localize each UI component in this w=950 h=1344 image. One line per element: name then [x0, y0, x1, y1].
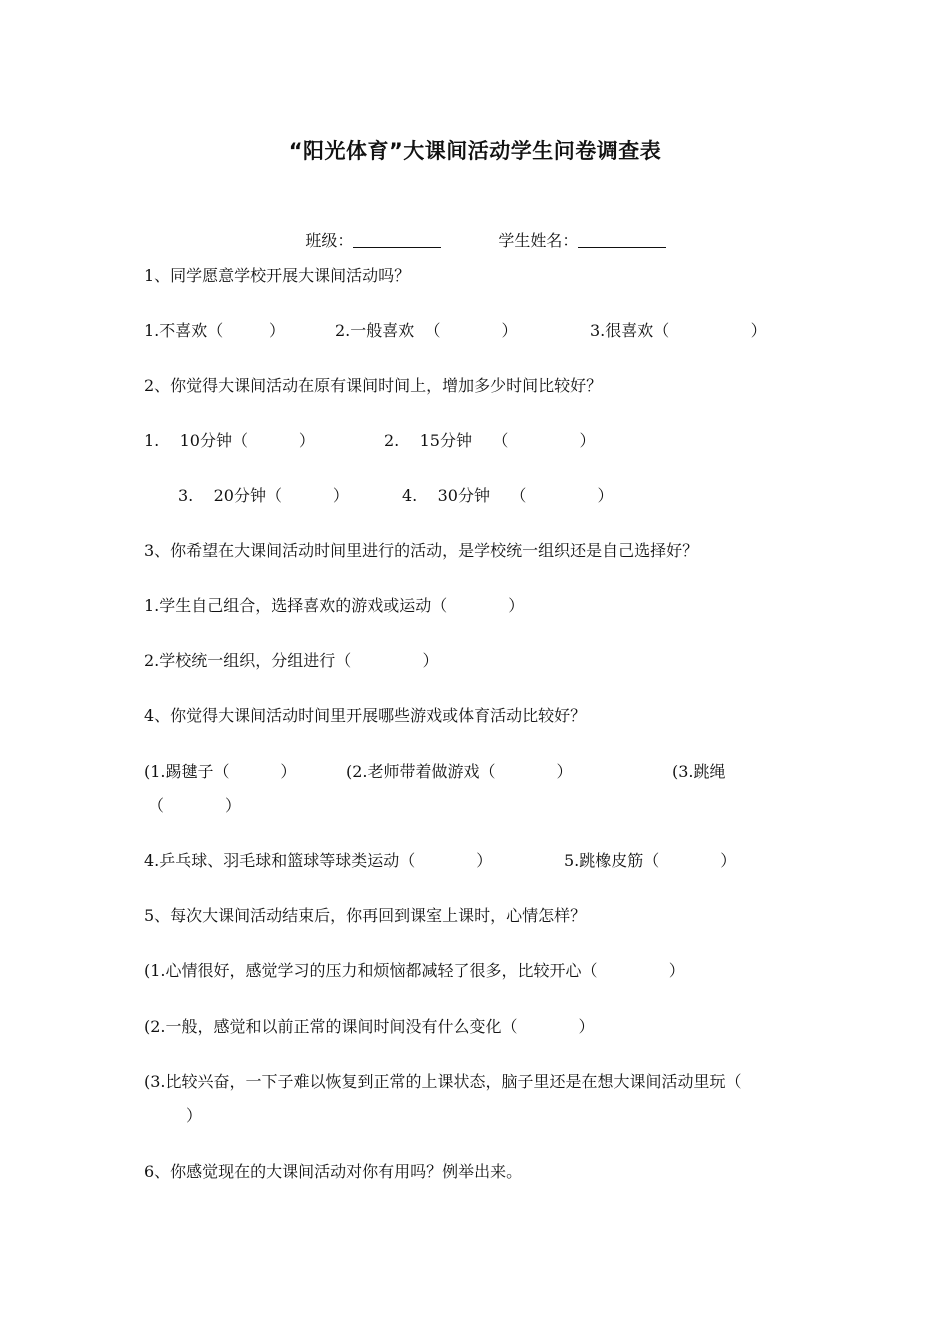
q5-option-2[interactable]: (2.一般，感觉和以前正常的课间时间没有什么变化（ ）: [144, 1017, 595, 1036]
q2-option-4[interactable]: 4. 30分钟 （ ）: [402, 486, 614, 505]
q1-option-3[interactable]: 3.很喜欢（ ）: [590, 321, 767, 340]
student-name-blank[interactable]: [578, 231, 666, 248]
q1-option-1[interactable]: 1.不喜欢（ ）: [144, 321, 286, 340]
class-blank[interactable]: [353, 231, 441, 248]
q4-option-3-blank[interactable]: （ ）: [148, 796, 242, 815]
q4-option-2[interactable]: (2.老师带着做游戏（ ）: [346, 762, 573, 781]
q4-option-4[interactable]: 4.乒乓球、羽毛球和篮球等球类运动（ ）: [144, 851, 493, 870]
q2-option-3[interactable]: 3. 20分钟（ ）: [178, 486, 349, 505]
q4-option-3[interactable]: (3.跳绳: [672, 762, 726, 781]
class-label: 班级：: [305, 231, 354, 250]
q4-option-5[interactable]: 5.跳橡皮筋（ ）: [564, 851, 737, 870]
q3-option-2[interactable]: 2.学校统一组织，分组进行（ ）: [144, 651, 439, 670]
question-6-text: 6、你感觉现在的大课间活动对你有用吗？例举出来。: [144, 1162, 523, 1181]
question-1-text: 1、同学愿意学校开展大课间活动吗？: [144, 266, 411, 285]
q5-option-3[interactable]: (3.比较兴奋，一下子难以恢复到正常的上课状态，脑子里还是在想大课间活动里玩（: [144, 1072, 742, 1091]
class-field: [285, 211, 441, 271]
q2-option-1[interactable]: 1. 10分钟（ ）: [144, 431, 315, 450]
q5-option-3-blank[interactable]: ）: [186, 1106, 203, 1125]
q3-option-1[interactable]: 1.学生自己组合，选择喜欢的游戏或运动（ ）: [144, 596, 525, 615]
question-4-text: 4、你觉得大课间活动时间里开展哪些游戏或体育活动比较好？: [144, 706, 587, 725]
question-2-text: 2、你觉得大课间活动在原有课间时间上，增加多少时间比较好？: [144, 376, 603, 395]
student-name-label: 学生姓名：: [498, 231, 579, 250]
question-5-text: 5、每次大课间活动结束后，你再回到课室上课时，心情怎样？: [144, 906, 587, 925]
page-title: “阳光体育”大课间活动学生问卷调查表: [288, 139, 662, 163]
student-name-field: [478, 211, 666, 271]
q2-option-2[interactable]: 2. 15分钟 （ ）: [384, 431, 596, 450]
q4-option-1[interactable]: (1.踢毽子（ ）: [144, 762, 297, 781]
q5-option-1[interactable]: (1.心情很好，感觉学习的压力和烦恼都减轻了很多，比较开心（ ）: [144, 961, 685, 980]
question-3-text: 3、你希望在大课间活动时间里进行的活动，是学校统一组织还是自己选择好？: [144, 541, 699, 560]
q1-option-2[interactable]: 2.一般喜欢 （ ）: [335, 321, 518, 340]
